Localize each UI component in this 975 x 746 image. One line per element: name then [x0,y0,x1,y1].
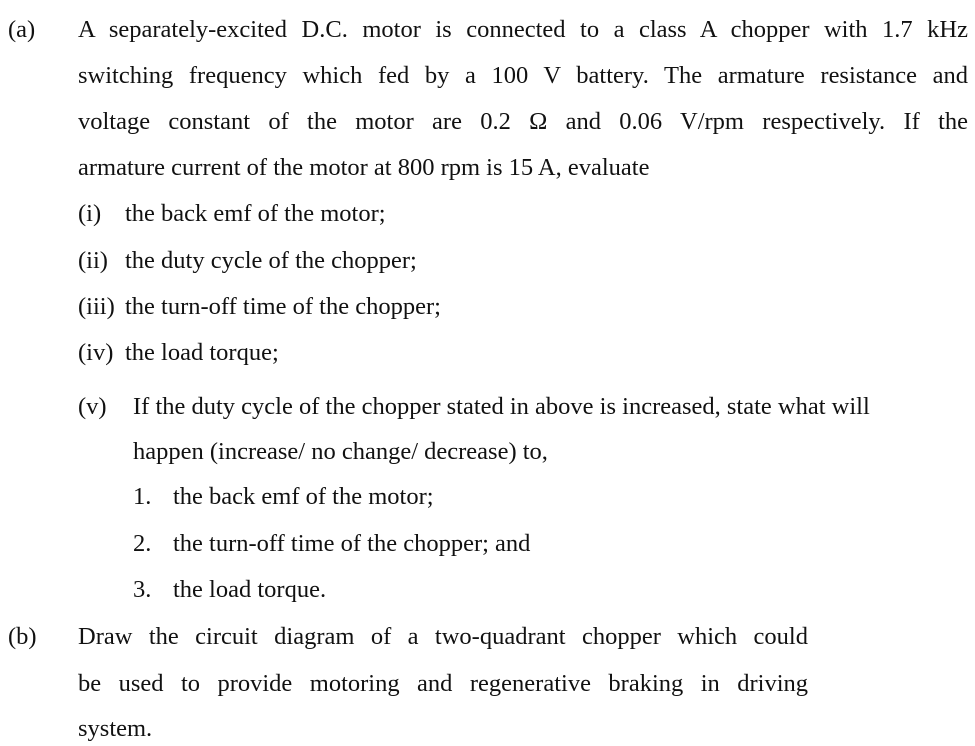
part-i-label: (i) [78,200,102,227]
question-b-line-1: Draw the circuit diagram of a two-quadrant chopper which could [78,623,808,650]
part-iv-text: the load torque; [125,339,279,366]
question-a-stem-line-2: switching frequency which fed by a 100 V battery. The armature resistance and [78,62,968,89]
part-v-line-1: If the duty cycle of the chopper stated in above is increased, state what will [133,393,870,420]
part-v-subitem-3-num: 3. [133,576,152,603]
question-b-label: (b) [8,623,37,650]
part-v-label: (v) [78,393,107,420]
question-b-line-3: system. [78,715,153,742]
part-v-subitem-2-num: 2. [133,530,152,557]
part-iii-label: (iii) [78,293,115,320]
part-v-subitem-3-text: the load torque. [173,576,327,603]
part-ii-label: (ii) [78,247,108,274]
part-ii-text: the duty cycle of the chopper; [125,247,417,274]
question-a-stem-line-4: armature current of the motor at 800 rpm is 15 A, evaluate [78,154,650,181]
question-a-stem-line-3: voltage constant of the motor are 0.2 Ω and 0.06 V/rpm respectively. If the [78,108,968,135]
part-v-subitem-1-text: the back emf of the motor; [173,483,434,510]
question-a-label: (a) [8,16,36,43]
question-b-line-2: be used to provide motoring and regenerative braking in driving [78,670,808,697]
part-v-subitem-1-num: 1. [133,483,152,510]
part-i-text: the back emf of the motor; [125,200,386,227]
part-v-subitem-2-text: the turn-off time of the chopper; and [173,530,531,557]
part-iv-label: (iv) [78,339,114,366]
part-iii-text: the turn-off time of the chopper; [125,293,441,320]
part-v-line-2: happen (increase/ no change/ decrease) to, [133,438,548,465]
question-a-stem-line-1: A separately-excited D.C. motor is connected to a class A chopper with 1.7 kHz [78,16,968,43]
